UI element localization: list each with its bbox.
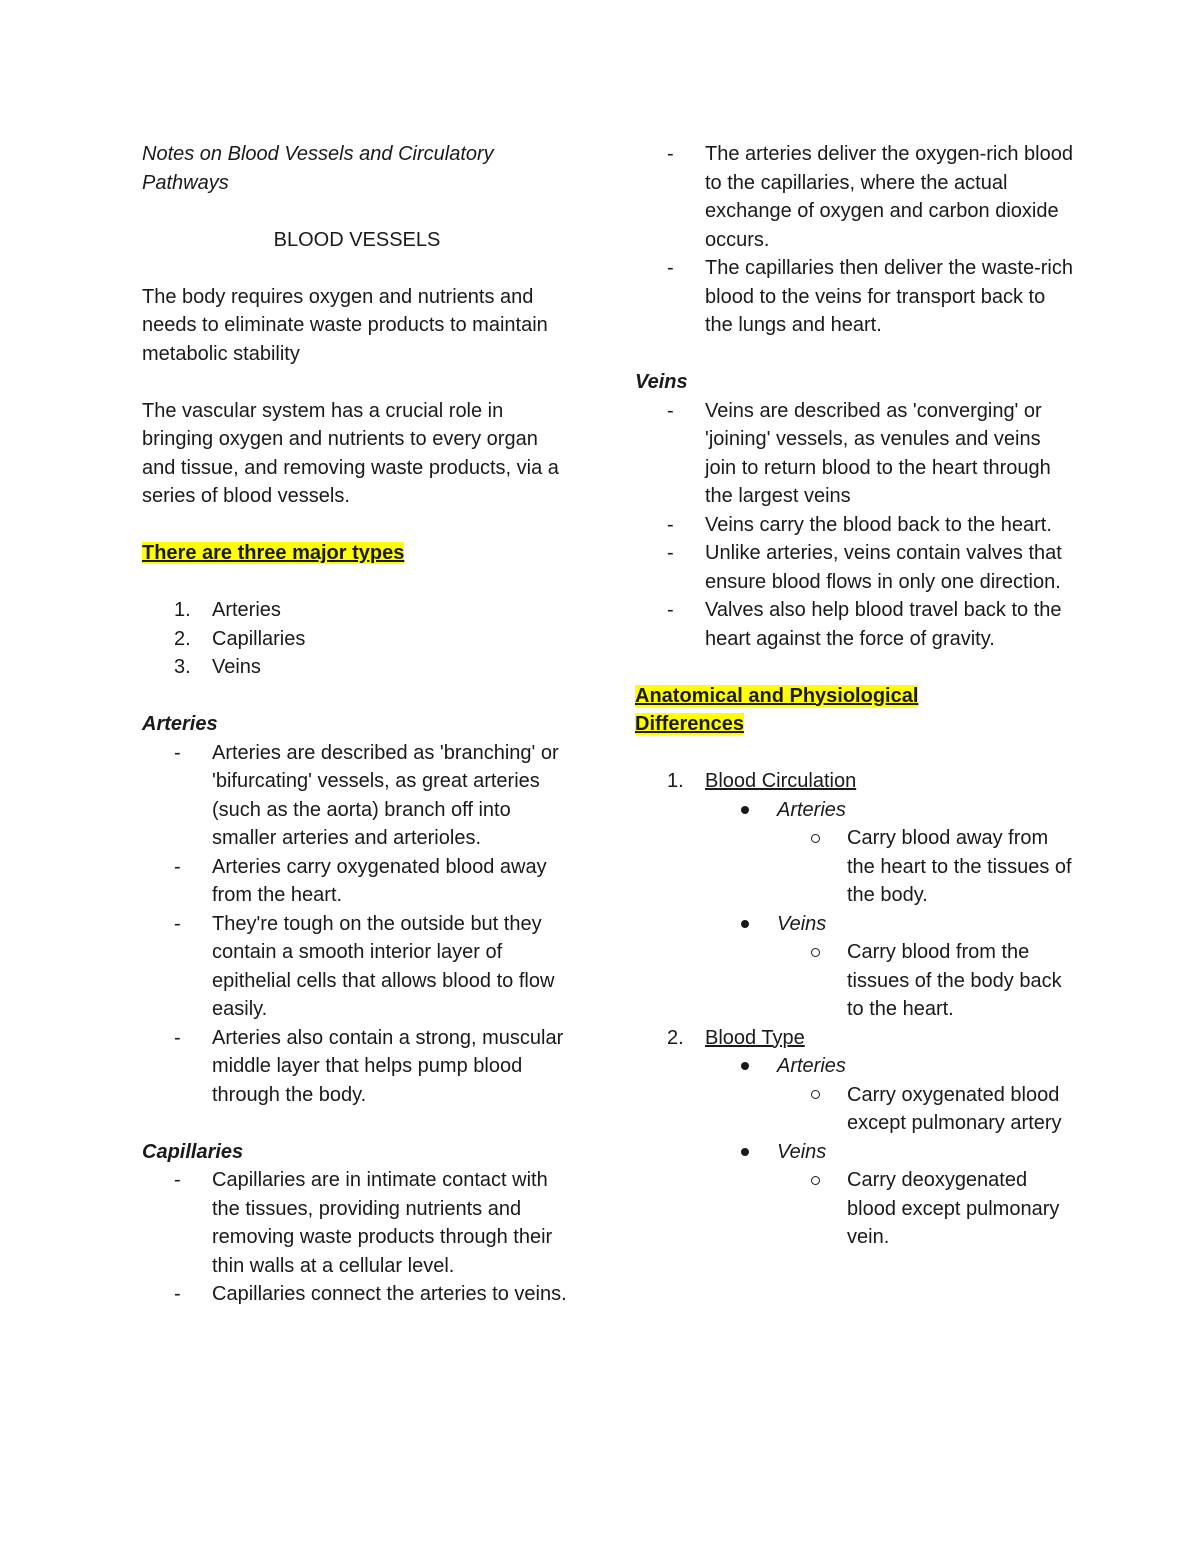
sub-bullet-text: Carry blood away from the heart to the tissues of the body. [847,827,1072,906]
veins-subheading: Veins [635,371,688,393]
bullet-row [635,1138,1075,1167]
list-item-text: Veins carry the blood back to the heart. [705,513,1052,536]
list-item [142,1280,572,1309]
left-column [142,140,572,1309]
dash-marker: - [667,257,674,279]
list-number: 3. [174,656,191,678]
list-item [142,853,572,910]
circle-bullet-icon [775,938,847,967]
list-item-text: Arteries are described as 'branching' or 'bifurcating' vessels, as great arteries (such as the aorta) branch off into smaller arteries and arterioles. [212,741,559,849]
circle-bullet-icon [775,824,847,853]
capillaries-list [142,1166,572,1309]
arteries-list [142,739,572,1110]
section-title: Blood Type [705,1026,805,1049]
right-column [635,140,1075,1252]
blood-vessels-heading: BLOOD VESSELS [273,228,441,251]
list-number: 1. [174,599,191,621]
list-item [635,1024,1075,1252]
dash-marker: - [174,912,181,935]
dash-marker: - [667,143,674,165]
arteries-subheading: Arteries [142,713,218,735]
dash-marker: - [174,1026,181,1049]
dash-marker: - [667,513,674,536]
bullet-row [635,796,1075,825]
list-item [635,511,1075,540]
list-item [142,910,572,1024]
bullet-icon [705,1138,777,1167]
list-item [635,539,1075,596]
list-item [635,767,1075,1024]
types-heading [142,539,572,568]
list-item-text: Veins [212,656,261,678]
list-item [142,596,572,625]
veins-list [635,397,1075,654]
sub-bullet-row [635,938,1075,1024]
list-item [142,739,572,853]
differences-heading-text: Anatomical and Physiological Differences [635,684,919,735]
capillaries-subheading: Capillaries [142,1140,244,1163]
bullet-icon [705,910,777,939]
dash-marker: - [174,855,181,878]
bullet-label: Arteries [777,798,846,821]
list-item [635,596,1075,653]
sub-bullet-row [635,824,1075,910]
intro-paragraph-2: The vascular system has a crucial role in bringing oxygen and nutrients to every organ and tissue, and removing waste products, via a series of blood vessels. [142,399,559,507]
sub-bullet-row [635,1166,1075,1252]
list-item-text: They're tough on the outside but they contain a smooth interior layer of epithelial cells that allows blood to flow easily. [212,912,555,1020]
types-list [142,596,572,682]
capillaries-list-continued [635,140,1075,340]
sub-bullet-row [635,1081,1075,1138]
list-number: 2. [174,627,191,650]
list-item-text: Arteries also contain a strong, muscular middle layer that helps pump blood through the body. [212,1026,564,1106]
list-item-text: Veins are described as 'converging' or 'joining' vessels, as venules and veins join to return blood to the heart through the largest veins [705,399,1051,507]
list-item [142,1166,572,1280]
list-item-text: The capillaries then deliver the waste-rich blood to the veins for transport back to the lungs and heart. [705,257,1073,336]
dash-marker: - [667,599,674,621]
dash-marker: - [174,1169,181,1191]
dash-marker: - [667,542,674,564]
list-item-text: Arteries carry oxygenated blood away from the heart. [212,855,547,906]
differences-heading [635,682,955,739]
bullet-icon [705,1052,777,1081]
circle-bullet-icon [775,1081,847,1110]
list-number: 1. [667,770,684,792]
list-item-text: The arteries deliver the oxygen-rich blood to the capillaries, where the actual exchange of oxygen and carbon dioxide occurs. [705,143,1073,251]
differences-list [635,767,1075,1252]
list-item-text: Valves also help blood travel back to the heart against the force of gravity. [705,599,1062,650]
list-item [142,653,572,682]
list-item-text: Capillaries connect the arteries to veins. [212,1283,567,1305]
bullet-icon [705,796,777,825]
list-item-text: Unlike arteries, veins contain valves that ensure blood flows in only one direction. [705,542,1062,593]
list-item [635,254,1075,340]
bullet-label: Veins [777,1140,827,1163]
intro-paragraph-1: The body requires oxygen and nutrients and needs to eliminate waste products to maintain metabolic stability [142,285,548,365]
list-item [635,397,1075,511]
sub-bullet-text: Carry blood from the tissues of the body back to the heart. [847,941,1062,1020]
circle-bullet-icon [775,1166,847,1195]
list-item [142,625,572,654]
section-title-row [635,767,1075,796]
sub-bullet-text: Carry deoxygenated blood except pulmonary vein. [847,1169,1060,1248]
list-item-text: Capillaries [212,627,306,650]
dash-marker: - [667,399,674,422]
list-item-text: Capillaries are in intimate contact with the tissues, providing nutrients and removing waste products through their thin walls at a cellular level. [212,1169,553,1277]
list-item-text: Arteries [212,599,281,621]
bullet-label: Arteries [777,1055,846,1077]
section-title: Blood Circulation [705,770,857,792]
types-heading-text: There are three major types [142,542,405,564]
list-item [635,140,1075,254]
section-title-row [635,1024,1075,1053]
document-title: Notes on Blood Vessels and Circulatory Pathways [142,143,494,194]
list-number: 2. [667,1026,684,1049]
dash-marker: - [174,741,181,764]
sub-bullet-text: Carry oxygenated blood except pulmonary artery [847,1083,1062,1134]
bullet-row [635,1052,1075,1081]
list-item [142,1024,572,1110]
bullet-row [635,910,1075,939]
dash-marker: - [174,1283,181,1305]
bullet-label: Veins [777,912,827,935]
